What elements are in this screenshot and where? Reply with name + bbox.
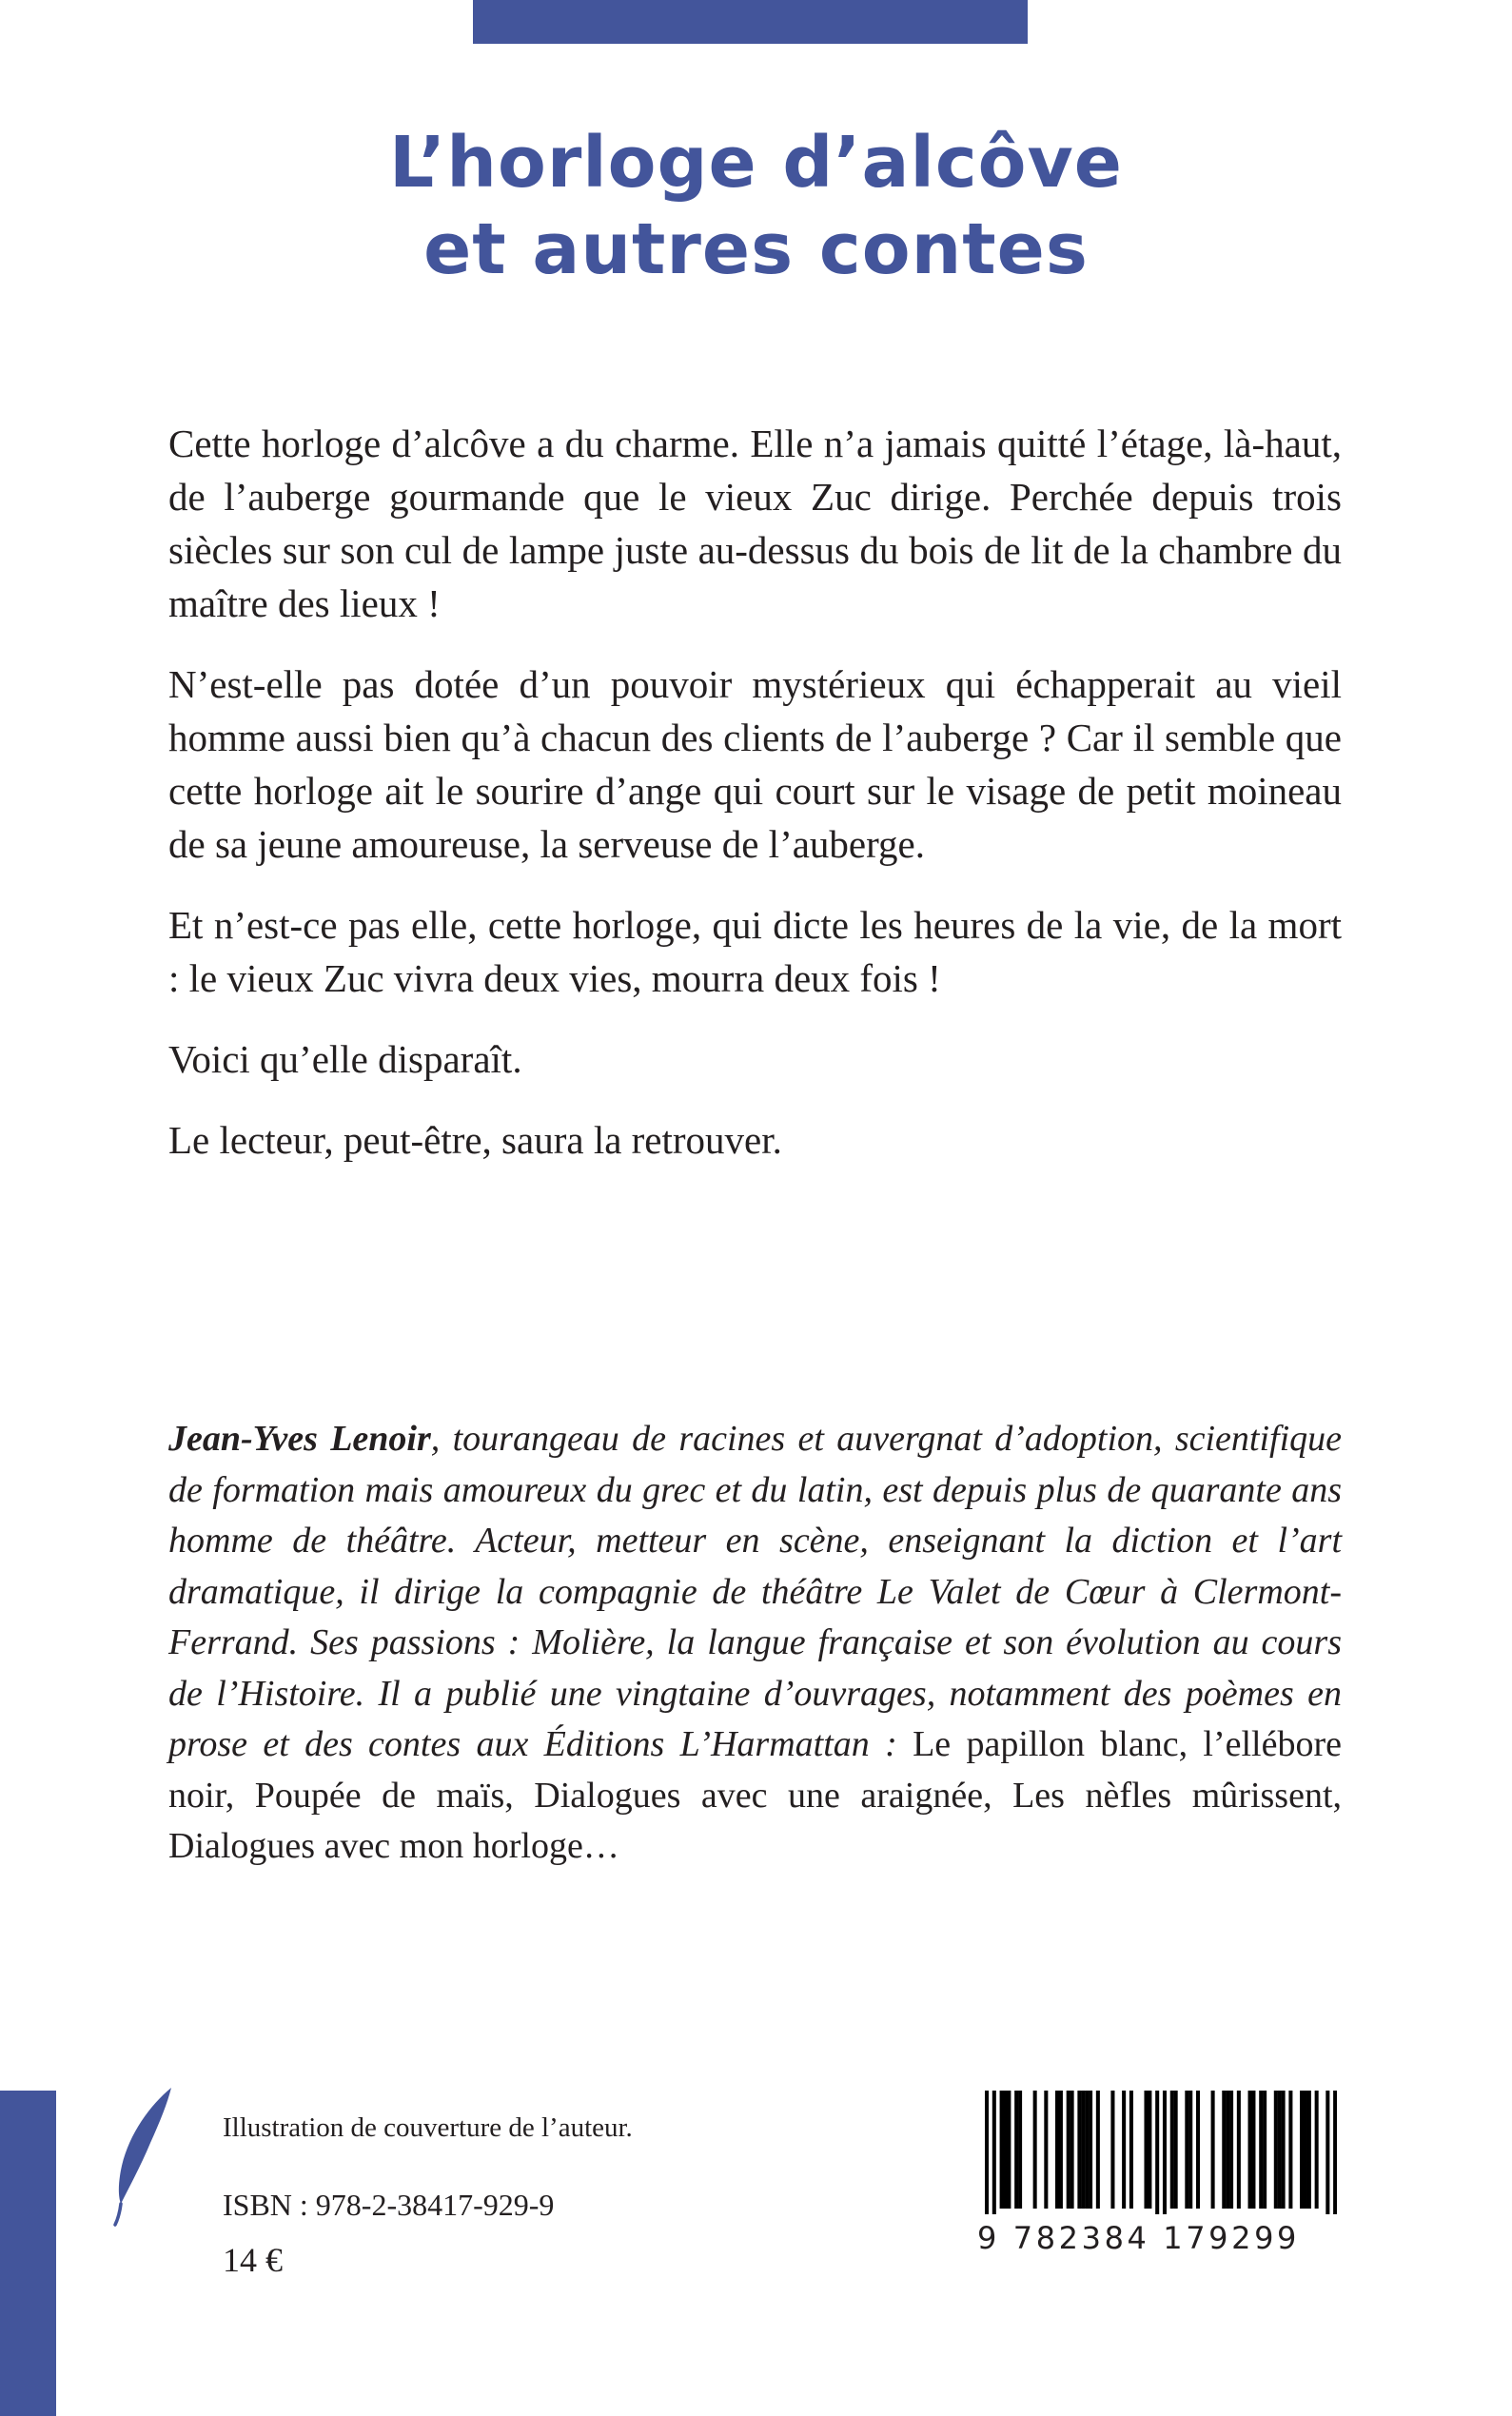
barcode-bar bbox=[1085, 2091, 1089, 2209]
barcode-bar bbox=[1237, 2091, 1241, 2209]
barcode-bar bbox=[1000, 2091, 1004, 2209]
barcode-bar bbox=[992, 2091, 996, 2214]
title-line-1: L’horloge d’alcôve bbox=[389, 122, 1123, 204]
barcode-bar bbox=[1155, 2091, 1159, 2214]
barcode-bar bbox=[1185, 2091, 1188, 2209]
barcode-bar bbox=[1067, 2091, 1070, 2209]
barcode-bar bbox=[1274, 2091, 1278, 2209]
barcode-bar bbox=[1211, 2091, 1215, 2209]
blurb-paragraph-3: Et n’est-ce pas elle, cette horloge, qui dicte les heures de la vie, de la mort : le vieux Zuc vivra deux vies, mourra deux fois ! bbox=[168, 903, 1342, 1000]
blurb-paragraph-2: N’est-elle pas dotée d’un pouvoir mystérieux qui échapperait au vieil homme aussi bien qu’à chacun des clients de l’auberge ? Car il semble que cette horloge ait le sourire d’ange qui court sur le visage de petit moineau de sa jeune amoureuse, la serveuse de l’auberge. bbox=[168, 662, 1342, 866]
barcode-bar bbox=[1070, 2091, 1074, 2209]
barcode-bar bbox=[1325, 2091, 1329, 2214]
barcode-bar bbox=[1300, 2091, 1304, 2209]
barcode-bar bbox=[1089, 2091, 1092, 2209]
side-color-band bbox=[0, 2091, 56, 2416]
feather-icon bbox=[105, 2084, 181, 2227]
barcode-bar bbox=[1315, 2091, 1319, 2209]
barcode-bar bbox=[1096, 2091, 1100, 2209]
barcode bbox=[977, 2091, 1337, 2257]
barcode-bar bbox=[1129, 2091, 1133, 2209]
barcode-bar bbox=[1263, 2091, 1267, 2209]
barcode-bar bbox=[1110, 2091, 1114, 2209]
barcode-bar bbox=[1033, 2091, 1037, 2209]
barcode-bar bbox=[1307, 2091, 1311, 2209]
barcode-bar bbox=[1007, 2091, 1011, 2209]
barcode-bar bbox=[1248, 2091, 1252, 2209]
barcode-bar bbox=[1144, 2091, 1148, 2209]
top-color-band bbox=[473, 0, 1028, 44]
barcode-bar bbox=[1059, 2091, 1063, 2209]
blurb-paragraph-4: Voici qu’elle disparaît. bbox=[168, 1037, 522, 1081]
barcode-bar bbox=[1014, 2091, 1018, 2209]
isbn: ISBN : 978-2-38417-929-9 bbox=[223, 2188, 555, 2222]
barcode-bar bbox=[1003, 2091, 1007, 2209]
author-bio-text: , tourangeau de racines et auvergnat d’adoption, scientifique de formation mais amoureux du grec et du latin, est depuis plus de quarante ans homme de théâtre. Acteur, metteur en scène, enseignant la diction et l’art dramatique, il dirige la compagnie de théâtre Le Valet de Cœur à Clermont-Ferrand. Ses passions : Molière, la langue française et son évolution au cours de l’Histoire. Il a publié une vingtaine d’ouvrages, notamment des poèmes en prose et des contes aux Éditions L’Harmattan : bbox=[168, 1419, 1342, 1764]
barcode-bar bbox=[1196, 2091, 1200, 2209]
barcode-bar bbox=[1163, 2091, 1167, 2214]
barcode-bar bbox=[985, 2091, 989, 2214]
author-name: Jean-Yves Lenoir bbox=[168, 1419, 431, 1459]
barcode-bar bbox=[1259, 2091, 1263, 2209]
barcode-bar bbox=[1122, 2091, 1126, 2209]
barcode-bar bbox=[1251, 2091, 1255, 2209]
barcode-bar bbox=[1229, 2091, 1233, 2209]
barcode-bar bbox=[1170, 2091, 1174, 2209]
barcode-bar bbox=[1018, 2091, 1022, 2209]
book-title bbox=[0, 120, 1512, 293]
barcode-bar bbox=[1278, 2091, 1282, 2209]
barcode-bar bbox=[1077, 2091, 1081, 2209]
title-line-2: et autres contes bbox=[423, 208, 1089, 290]
barcode-bar bbox=[1304, 2091, 1307, 2209]
blurb-paragraph-1: Cette horloge d’alcôve a du charme. Elle n’a jamais quitté l’étage, là-haut, de l’auberge gourmande que le vieux Zuc dirige. Perchée depuis trois siècles sur son cul de lampe juste au-dessus du bois de lit de la chambre du maître des lieux ! bbox=[168, 422, 1342, 625]
barcode-bar bbox=[1188, 2091, 1192, 2209]
blurb-paragraph-5: Le lecteur, peut-être, saura la retrouver. bbox=[168, 1118, 782, 1162]
barcode-bar bbox=[1282, 2091, 1286, 2209]
cover-illustration-credit: Illustration de couverture de l’auteur. bbox=[223, 2112, 633, 2143]
author-bio bbox=[168, 1414, 1342, 1873]
barcode-bar bbox=[1174, 2091, 1178, 2209]
barcode-bar bbox=[1044, 2091, 1048, 2209]
barcode-bar bbox=[1055, 2091, 1059, 2209]
barcode-bar bbox=[1081, 2091, 1085, 2209]
barcode-number: 9 782384 179299 bbox=[977, 2220, 1301, 2256]
barcode-bar bbox=[1288, 2091, 1292, 2209]
price: 14 € bbox=[223, 2241, 283, 2279]
barcode-bar bbox=[1148, 2091, 1151, 2209]
barcode-bar bbox=[1222, 2091, 1226, 2209]
blurb bbox=[168, 417, 1342, 1194]
barcode-bar bbox=[1333, 2091, 1337, 2214]
author-works-list: Le papillon blanc, l’ellébore noir, Poupée de maïs, Dialogues avec une araignée, Les nèfles mûrissent, Dialogues avec mon horloge… bbox=[168, 1724, 1342, 1866]
barcode-bar bbox=[1226, 2091, 1229, 2209]
barcode-bars bbox=[985, 2091, 1337, 2214]
